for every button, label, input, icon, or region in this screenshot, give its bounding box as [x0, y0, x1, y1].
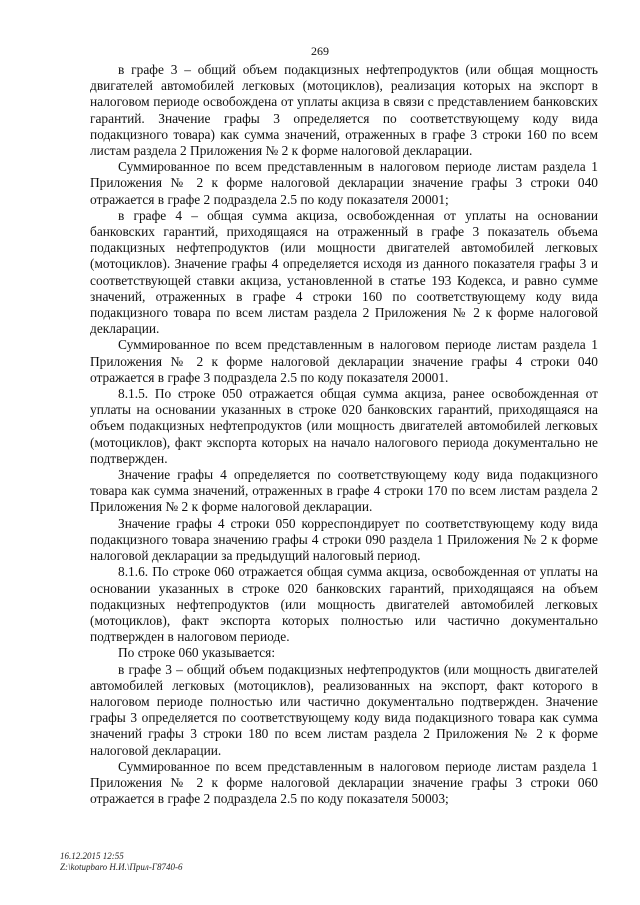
paragraph: 8.1.5. По строке 050 отражается общая сумма акциза, ранее освобожденная от уплаты на основании указанных в строке 020 банковских гарантий, приходящаяся на объем подакцизных нефтепродуктов (или мощность двигателей автомобилей легковых (мотоциклов), факт экспорта которых на начало налогового периода документально не подтвержден.: [90, 386, 598, 466]
paragraph: 8.1.6. По строке 060 отражается общая сумма акциза, освобожденная от уплаты на основании указанных в строке 020 банковских гарантий, приходящаяся на объем подакцизных нефтепродуктов (или мощность двигателей автомобилей легковых (мотоциклов), факт экспорта которых полностью или частично документально подтвержден в налоговом периоде.: [90, 564, 598, 645]
paragraph: в графе 3 – общий объем подакцизных нефтепродуктов (или мощность двигателей автомобилей легковых (мотоциклов), реализованных на экспорт, факт которого в налоговом периоде полностью или частично документально подтвержден. Значение графы 3 определяется по соответствующему коду вида подакцизного товара как сумма значений графы 3 строки 180 по всем листам раздела 2 Приложения № 2 к форме налоговой декларации.: [90, 661, 598, 758]
paragraph: в графе 3 – общий объем подакцизных нефтепродуктов (или общая мощность двигателей автомобилей легковых (мотоциклов), реализация которых на экспорт в налоговом периоде освобождена от уплаты акциза в связи с представлением банковских гарантий. Значение графы 3 определяется по соответствующему коду вида подакцизного товара) как сумма значений, отраженных в графе 3 строки 160 по всем листам раздела 2 Приложения № 2 к форме налоговой декларации.: [90, 62, 598, 159]
paragraph: Суммированное по всем представленным в налоговом периоде листам раздела 1 Приложения № 2 к форме налоговой декларации значение графы 3 строки 060 отражается в графе 2 подраздела 2.5 по коду показателя 50003;: [90, 758, 598, 807]
paragraph: Суммированное по всем представленным в налоговом периоде листам раздела 1 Приложения № 2 к форме налоговой декларации значение графы 3 строки 040 отражается в графе 2 подраздела 2.5 по коду показателя 20001;: [90, 159, 598, 207]
paragraph: в графе 4 – общая сумма акциза, освобожденная от уплаты на основании банковских гарантий, приходящаяся на отраженный в графе 3 показатель объема подакцизных нефтепродуктов (или мощности двигателей автомобилей легковых (мотоциклов). Значение графы 4 определяется исходя из данного показателя графы 3 и соответствующей ставки акциза, установленной в статье 193 Кодекса, и равно сумме значений, отраженных в графе 4 строки 160 по соответствующему коду вида подакцизного товара по всем листам раздела 2 Приложения № 2 к форме налоговой декларации.: [90, 207, 598, 337]
paragraph: Значение графы 4 определяется по соответствующему коду вида подакцизного товара как сумма значений, отраженных в графе 4 строки 170 по всем листам раздела 2 Приложения № 2 к форме налоговой декларации.: [90, 467, 598, 515]
footer-timestamp: 16.12.2015 12:55: [60, 851, 124, 861]
paragraph: По строке 060 указывается:: [118, 645, 276, 661]
footer-author: Z:\kotupbaro Н.И.\Прил-Г8740-6: [60, 862, 183, 872]
paragraph: Значение графы 4 строки 050 корреспондирует по соответствующему коду вида подакцизного товара значению графы 4 строки 090 раздела 1 Приложения № 2 к форме налоговой декларации за предыдущий налоговый период.: [90, 515, 598, 564]
document-body: [90, 62, 598, 807]
paragraph: Суммированное по всем представленным в налоговом периоде листам раздела 1 Приложения № 2 к форме налоговой декларации значение графы 4 строки 040 отражается в графе 3 подраздела 2.5 по коду показателя 20001.: [90, 337, 598, 385]
page-number: 269: [311, 44, 329, 58]
footer: [60, 851, 182, 873]
